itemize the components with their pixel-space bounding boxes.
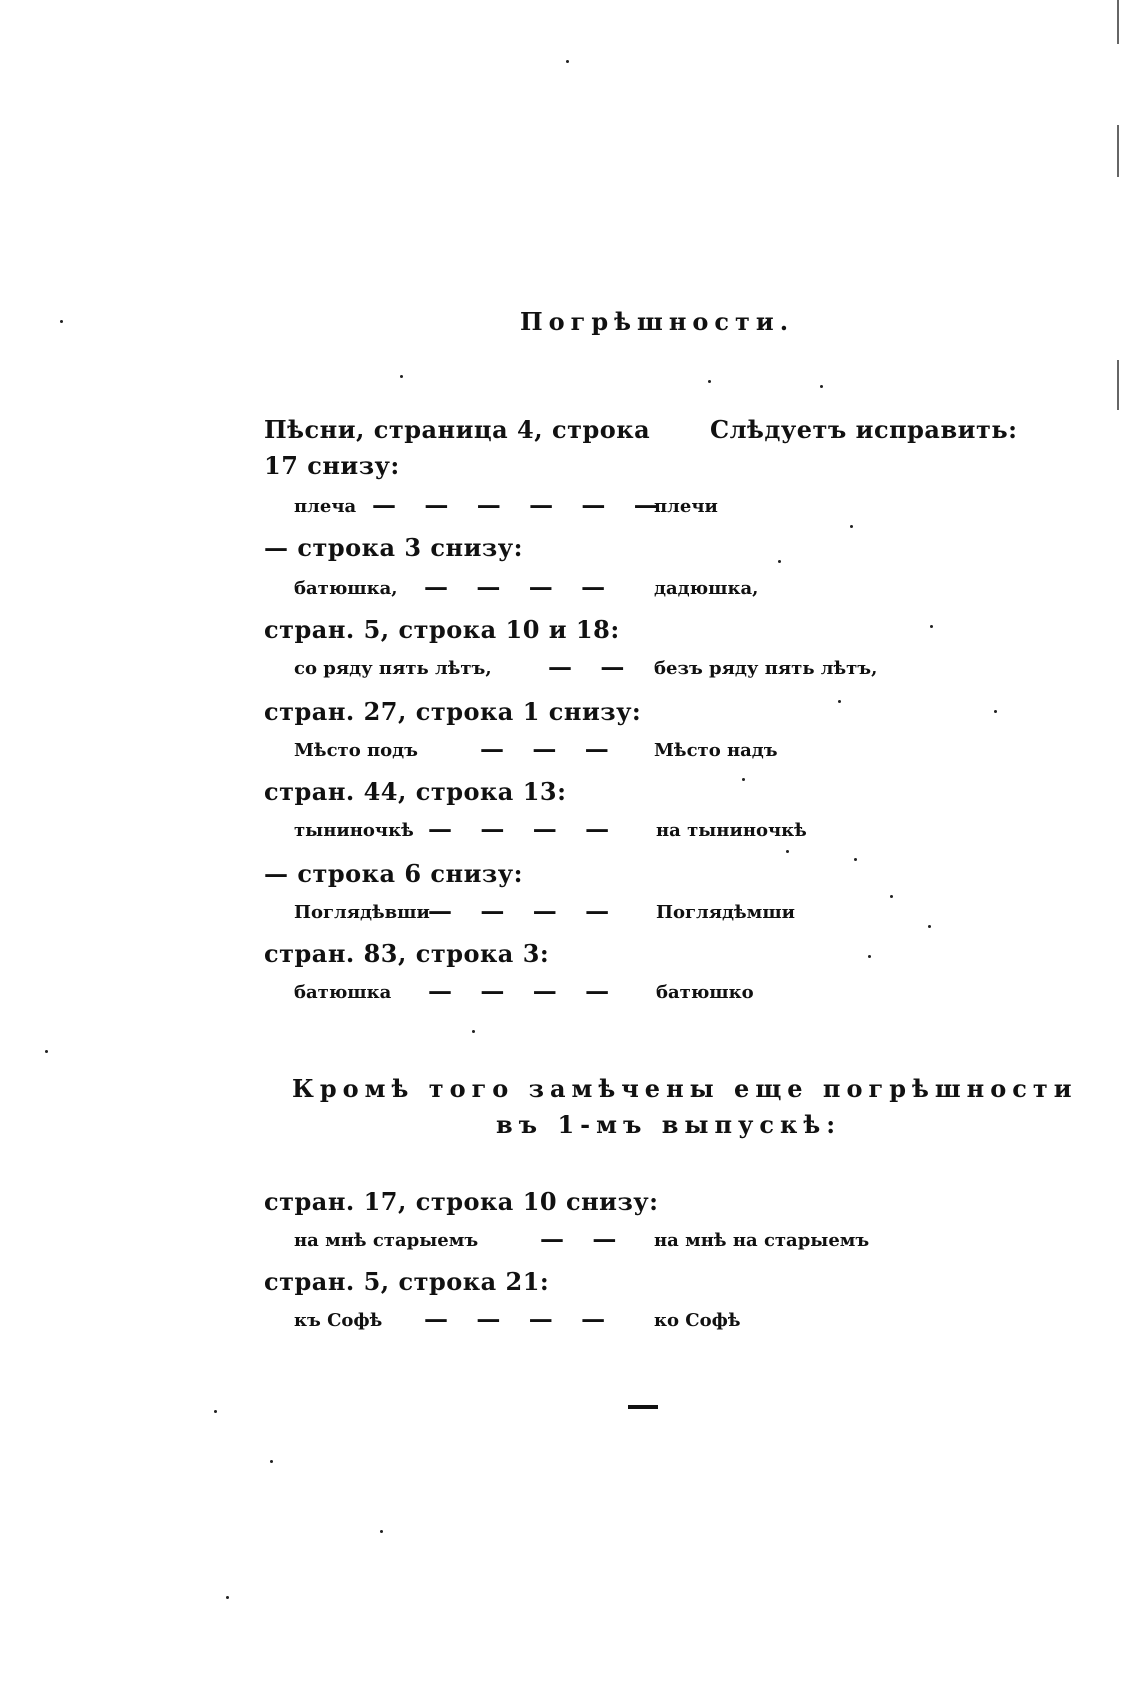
scan-speck [838, 700, 841, 703]
scan-edge-line [1117, 360, 1119, 410]
scan-edge-line [1117, 0, 1119, 44]
scan-speck [820, 385, 823, 388]
errata-right: безъ ряду пять лѣтъ, [654, 658, 878, 679]
scan-speck [226, 1596, 229, 1599]
scan-speck [380, 1530, 383, 1533]
errata-right: Поглядѣмши [656, 902, 796, 923]
scan-speck [45, 1050, 48, 1053]
header-left: Пѣсни, страница 4, строка [264, 415, 651, 444]
errata-dashes: — — [540, 1224, 627, 1253]
errata-right: батюшко [656, 982, 754, 1003]
errata-dashes: — — — — [428, 896, 620, 925]
scan-speck [786, 850, 789, 853]
scan-speck [778, 560, 781, 563]
header-continuation: 17 снизу: [264, 451, 400, 480]
scan-speck [60, 320, 63, 323]
scan-speck [850, 525, 853, 528]
errata-wrong: со ряду пять лѣтъ, [294, 658, 492, 679]
errata-right: на мнѣ на старыемъ [654, 1230, 870, 1251]
errata-dashes: — — — — [424, 572, 616, 601]
errata-wrong: на мнѣ старыемъ [294, 1230, 479, 1251]
section2-title-line1: Кромѣ того замѣчены еще погрѣшности [292, 1074, 1078, 1103]
errata-location: стран. 5, строка 21: [264, 1267, 550, 1296]
page-title: Погрѣшности. [520, 307, 795, 336]
scan-speck [566, 60, 569, 63]
scan-speck [928, 925, 931, 928]
errata-wrong: батюшка [294, 982, 392, 1003]
errata-wrong: тыниночкѣ [294, 820, 414, 841]
errata-right: ко Софѣ [654, 1310, 741, 1331]
header-right: Слѣдуетъ исправить: [710, 415, 1018, 444]
errata-dashes: — — — — [428, 976, 620, 1005]
errata-dashes: — — — — [428, 814, 620, 843]
errata-dashes: — — — [480, 734, 619, 763]
scan-speck [400, 375, 403, 378]
scan-speck [472, 1030, 475, 1033]
errata-location: стран. 17, строка 10 снизу: [264, 1187, 659, 1216]
scan-edge-line [1117, 125, 1119, 177]
page-end-dash [628, 1405, 658, 1409]
errata-right: плечи [654, 496, 718, 517]
scan-speck [930, 625, 933, 628]
scan-speck [854, 858, 857, 861]
errata-right: дадюшка, [654, 578, 759, 599]
errata-location: — строка 6 снизу: [264, 859, 523, 888]
errata-location: стран. 44, строка 13: [264, 777, 567, 806]
scan-speck [890, 895, 893, 898]
errata-wrong: плеча [294, 496, 357, 517]
errata-dashes: — — [548, 652, 635, 681]
errata-right: Мѣсто надъ [654, 740, 778, 761]
errata-wrong: Поглядѣвши [294, 902, 430, 923]
scan-speck [214, 1410, 217, 1413]
scan-speck [708, 380, 711, 383]
scan-speck [868, 955, 871, 958]
errata-location: стран. 5, строка 10 и 18: [264, 615, 620, 644]
errata-location: — строка 3 снизу: [264, 533, 523, 562]
errata-right: на тыниночкѣ [656, 820, 807, 841]
errata-dashes: — — — — — — [372, 490, 668, 519]
scan-speck [994, 710, 997, 713]
errata-wrong: Мѣсто подъ [294, 740, 418, 761]
section2-title-line2: въ 1-мъ выпускѣ: [496, 1110, 842, 1139]
errata-wrong: къ Софѣ [294, 1310, 383, 1331]
errata-location: стран. 27, строка 1 снизу: [264, 697, 642, 726]
scan-speck [742, 778, 745, 781]
errata-dashes: — — — — [424, 1304, 616, 1333]
errata-location: стран. 83, строка 3: [264, 939, 550, 968]
scan-speck [270, 1460, 273, 1463]
errata-wrong: батюшка, [294, 578, 398, 599]
